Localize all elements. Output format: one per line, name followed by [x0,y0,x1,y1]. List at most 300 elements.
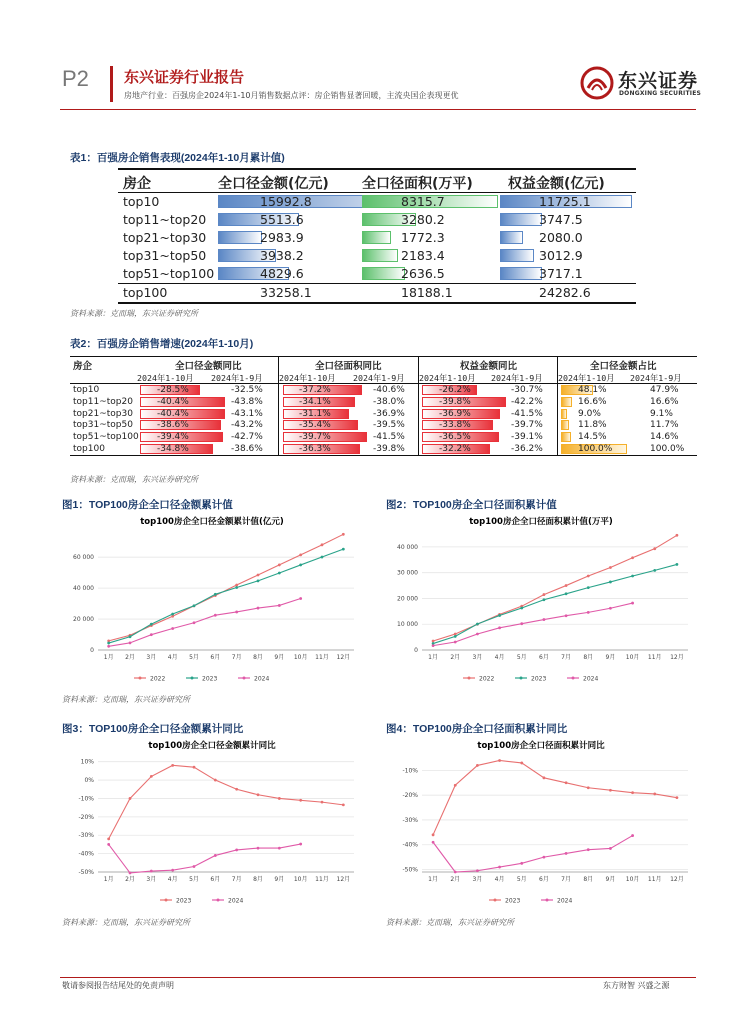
x-tick-label: 11月 [647,654,662,661]
chart-title: top100房企全口径面积累计值(万平) [469,517,613,527]
table2-bar [561,420,569,430]
x-tick-label: 9月 [274,876,285,883]
y-tick-label: -20% [402,792,418,800]
data-point [150,633,153,636]
x-tick-label: 8月 [253,654,263,661]
y-tick-label: 10 000 [397,621,418,629]
data-point [257,574,260,577]
x-tick-label: 1月 [428,876,438,883]
legend-marker [217,899,220,902]
chart-area-yoy [386,736,696,912]
chart-amount-cumulative [62,512,362,690]
table1-cell-area: 1772.3 [401,230,445,245]
x-tick-label: 4月 [167,876,178,883]
y-tick-label: 40 000 [73,585,94,593]
table1-row [118,211,636,229]
footer-rule [60,977,696,978]
data-point [543,856,546,859]
y-tick-label: -30% [402,816,418,824]
footer-disclaimer: 敬请参阅报告结尾处的免责声明 [62,981,174,990]
legend-marker [243,677,246,680]
table2-cell: -40.4% [157,396,189,407]
data-point [565,852,568,855]
data-point [432,841,435,844]
data-point [476,869,479,872]
page-number: P2 [62,66,89,91]
data-point [235,849,238,852]
logo-english: DONGXING SECURITIES [619,90,702,97]
table2-cell: -38.0% [373,396,405,407]
table2 [70,356,697,456]
data-point [498,759,501,762]
data-point [653,569,656,572]
table2-cell: -42.7% [231,432,263,443]
y-tick-label: 20 000 [73,616,94,624]
x-tick-label: 2月 [450,654,461,661]
table2-bar [561,409,567,419]
data-point [235,611,238,614]
data-point [278,564,281,567]
data-point [214,593,217,596]
data-point [631,791,634,794]
data-point [587,611,590,614]
table2-row-name: top10 [73,385,100,395]
data-point [171,627,174,630]
table1-bar-area [362,267,405,280]
chart-title: top100房企全口径金额累计同比 [148,741,276,751]
y-tick-label: 0% [84,777,94,785]
table2-sub-3: 2024年1-10月 [279,373,336,383]
data-point [299,843,302,846]
table2-cell: -39.4% [157,432,189,443]
x-tick-label: 6月 [210,654,221,661]
table2-row-name: top100 [73,443,105,454]
legend-marker [191,677,194,680]
table2-sub-1: 2024年1-10月 [137,373,194,383]
x-tick-label: 5月 [189,654,199,661]
data-point [321,556,324,559]
y-tick-label: 30 000 [397,569,418,577]
x-tick-label: 12月 [670,876,684,883]
table2-sub-2: 2024年1-9月 [211,373,263,383]
data-point [520,622,523,625]
data-point [342,533,345,536]
data-point [321,801,324,804]
table2-group-header [70,356,697,371]
y-tick-label: 60 000 [73,554,94,562]
data-point [257,847,260,850]
data-point [193,621,196,624]
table2-caption: 表2：百强房企销售增速(2024年1-10月) [70,338,254,350]
table1-col-area: 全口径面积(万平) [362,176,473,192]
table1-row-name: top11~top20 [123,212,207,227]
table2-cell: -33.8% [439,420,471,431]
x-tick-label: 7月 [561,876,571,883]
x-tick-label: 11月 [315,654,329,661]
x-tick-label: 6月 [210,876,221,883]
legend-label: 2024 [557,897,573,905]
x-tick-label: 9月 [274,654,285,661]
legend-label: 2024 [254,675,270,683]
table2-cell: 11.8% [578,420,607,431]
data-point [543,598,546,601]
data-point [631,602,634,605]
table2-source: 资料来源：克而瑞，东兴证券研究所 [70,475,198,484]
x-tick-label: 3月 [146,876,157,883]
header-divider [110,66,113,102]
table1-bar-equity [500,231,523,244]
data-point [107,838,110,841]
series-line-2023 [433,564,677,643]
data-point [432,640,435,643]
data-point [342,548,345,551]
y-tick-label: 0 [414,647,418,654]
table1-total-area: 18188.1 [401,285,453,300]
data-point [299,553,302,556]
data-point [454,641,457,644]
table2-cell: -34.1% [299,396,331,407]
table1-row [118,193,636,211]
table2-row [70,443,697,456]
table2-row-name: top51~top100 [73,432,139,443]
table1-bar-amount [218,231,262,244]
data-point [214,614,217,617]
x-tick-label: 4月 [494,654,505,661]
data-point [543,776,546,779]
data-point [193,865,196,868]
data-point [543,618,546,621]
data-point [631,834,634,837]
x-tick-label: 10月 [293,876,308,883]
figure2-caption: 图2：TOP100房企全口径面积累计值 [386,499,557,511]
table1-cell-amount: 5513.6 [260,212,304,227]
table2-cell: -39.8% [373,443,405,454]
table2-cell: -40.6% [373,385,405,395]
x-tick-label: 8月 [583,654,594,661]
data-point [565,781,568,784]
footer-slogan: 东方财智 兴盛之源 [603,981,670,990]
table2-row [70,384,697,396]
table2-cell: 16.6% [578,396,607,407]
table2-cell: -35.4% [299,420,331,431]
table1-cell-area: 8315.7 [401,194,445,209]
data-point [299,597,302,600]
data-point [257,793,260,796]
table2-cell: 100.0% [650,443,685,454]
table1-bar-area [362,249,398,262]
figure1-caption: 图1：TOP100房企全口径金额累计值 [62,499,233,511]
table2-col-company: 房企 [73,361,93,372]
data-point [432,833,435,836]
data-point [150,623,153,626]
data-point [653,547,656,550]
data-point [631,556,634,559]
figure4-source: 资料来源：克而瑞，东兴证券研究所 [386,918,514,927]
x-tick-label: 2月 [125,654,135,661]
data-point [193,604,196,607]
x-tick-label: 3月 [472,654,483,661]
table2-col-share: 全口径金额占比 [590,361,657,372]
data-point [278,572,281,575]
data-point [214,779,217,782]
data-point [520,762,523,765]
data-point [587,786,590,789]
table2-cell: 11.7% [650,420,679,431]
table2-col-amount-yoy: 全口径金额同比 [175,361,242,372]
table2-col-equity-yoy: 权益金额同比 [460,361,518,372]
data-point [476,633,479,636]
x-tick-label: 7月 [231,876,242,883]
table2-cell: -41.5% [511,408,543,419]
table2-sub-4: 2024年1-9月 [353,373,405,383]
y-tick-label: 0 [90,647,94,654]
table1-total-row [118,283,636,304]
data-point [454,871,457,874]
x-tick-label: 5月 [516,654,527,661]
table1-cell-amount: 2983.9 [260,230,304,245]
table2-cell: 48.1% [578,385,607,395]
table1-source: 资料来源：克而瑞，东兴证券研究所 [70,309,198,318]
table2-sub-5: 2024年1-10月 [419,373,476,383]
table1-row-name: top31~top50 [123,248,207,263]
table2-cell: -38.6% [231,443,263,454]
table1-bar-equity [500,213,542,226]
table2-cell: -30.7% [511,385,543,395]
data-point [498,614,501,617]
data-point [498,866,501,869]
data-point [129,797,132,800]
legend-marker [546,899,549,902]
table2-cell: -41.5% [373,432,405,443]
table2-cell: -28.5% [157,385,189,395]
data-point [520,607,523,610]
logo-mark-icon [580,66,614,100]
series-line-2024 [109,844,301,873]
legend-label: 2022 [150,675,166,683]
x-tick-label: 5月 [516,876,527,883]
legend-label: 2023 [202,675,218,683]
data-point [476,623,479,626]
data-point [476,764,479,767]
table2-cell: 14.5% [578,432,607,443]
x-tick-label: 4月 [494,876,505,883]
table2-cell: -39.7% [511,420,543,431]
chart-area-cumulative [386,512,696,690]
data-point [609,607,612,610]
table1-col-company: 房企 [123,176,151,192]
data-point [257,579,260,582]
table1-row [118,247,636,265]
data-point [150,870,153,873]
table2-row [70,419,697,431]
data-point [278,797,281,800]
x-tick-label: 10月 [293,654,308,661]
y-tick-label: -40% [402,841,418,849]
legend-label: 2024 [583,675,599,683]
data-point [676,796,679,799]
chart-title: top100房企全口径金额累计值(亿元) [140,517,284,527]
table1-cell-amount: 4829.6 [260,266,304,281]
report-subtitle: 房地产行业：百强房企2024年1-10月销售数据点评：房企销售显著回暖，主流央国企表现更优 [124,91,459,100]
table1-cell-amount: 15992.8 [260,194,312,209]
data-point [107,645,110,648]
data-point [235,788,238,791]
table2-cell: 9.1% [650,408,673,419]
table2-cell: -39.7% [299,432,331,443]
data-point [587,575,590,578]
table2-sub-header [70,371,697,384]
data-point [587,848,590,851]
x-tick-label: 2月 [125,876,135,883]
y-tick-label: -50% [78,869,94,876]
table2-bar [561,432,571,442]
data-point [171,869,174,872]
table2-row [70,408,697,420]
table1-cell-amount: 3938.2 [260,248,304,263]
x-tick-label: 3月 [146,654,157,661]
table1-caption: 表1：百强房企销售表现(2024年1-10月累计值) [70,152,285,164]
legend-marker [572,677,575,680]
series-line-2022 [109,534,344,641]
figure3-caption: 图3：TOP100房企全口径金额累计同比 [62,723,244,735]
table2-sub-7: 2024年1-10月 [558,373,615,383]
data-point [235,584,238,587]
table1-cell-equity: 3012.9 [539,248,583,263]
x-tick-label: 11月 [315,876,329,883]
table2-sub-6: 2024年1-9月 [491,373,543,383]
legend-label: 2023 [531,675,547,683]
legend-marker [165,899,168,902]
x-tick-label: 10月 [625,876,640,883]
data-point [150,775,153,778]
x-tick-label: 5月 [189,876,199,883]
table2-cell: 100.0% [578,443,613,454]
x-tick-label: 10月 [625,654,640,661]
data-point [129,635,132,638]
table2-cell: -39.1% [511,432,543,443]
data-point [432,644,435,647]
x-tick-label: 1月 [103,654,114,661]
series-line-2024 [433,836,632,872]
data-point [454,784,457,787]
table2-cell: -39.5% [373,420,405,431]
table1-bar-area [362,231,391,244]
logo-text: 东兴证券 [618,70,699,92]
chart-title: top100房企全口径面积累计同比 [477,741,605,751]
x-tick-label: 3月 [472,876,483,883]
legend-label: 2023 [505,897,521,905]
table2-cell: -43.1% [231,408,263,419]
data-point [565,614,568,617]
y-tick-label: -40% [78,850,94,858]
data-point [299,799,302,802]
data-point [257,607,260,610]
data-point [321,543,324,546]
data-point [609,581,612,584]
table2-cell: -36.2% [511,443,543,454]
data-point [609,566,612,569]
data-point [129,872,132,875]
data-point [587,586,590,589]
table2-cell: -40.4% [157,408,189,419]
table1-cell-area: 2183.4 [401,248,445,263]
table1-cell-area: 2636.5 [401,266,445,281]
table1-total-name: top100 [123,285,168,300]
data-point [171,613,174,616]
y-tick-label: 40 000 [397,543,418,551]
table1-header [118,168,636,193]
y-tick-label: -10% [402,767,418,775]
table1-row-name: top51~top100 [123,266,215,281]
legend-label: 2022 [479,675,495,683]
x-tick-label: 9月 [605,654,616,661]
legend-marker [468,677,471,680]
legend-marker [494,899,497,902]
data-point [278,847,281,850]
data-point [299,564,302,567]
x-tick-label: 12月 [336,876,351,883]
table2-cell: -31.1% [299,408,331,419]
table2-row-name: top11~top20 [73,396,133,407]
table2-cell: -37.2% [299,385,331,395]
table2-cell: -26.2% [439,385,471,395]
table1-row-name: top21~top30 [123,230,207,245]
x-tick-label: 9月 [605,876,616,883]
x-tick-label: 11月 [647,876,662,883]
data-point [342,803,345,806]
table2-cell: -43.2% [231,420,263,431]
company-logo [580,66,702,102]
table1-cell-area: 3280.2 [401,212,445,227]
table2-cell: -43.8% [231,396,263,407]
y-tick-label: -30% [78,832,94,840]
table1-cell-equity: 2080.0 [539,230,583,245]
table2-cell: -32.5% [231,385,263,395]
table2-cell: 9.0% [578,408,601,419]
series-line-2022 [433,535,677,641]
x-tick-label: 8月 [253,876,263,883]
report-title: 东兴证券行业报告 [124,68,245,86]
table2-bar [561,397,572,407]
x-tick-label: 2月 [450,876,461,883]
table2-cell: 14.6% [650,432,679,443]
series-line-2023 [109,765,344,839]
table1-cell-equity: 3717.1 [539,266,583,281]
table2-col-area-yoy: 全口径面积同比 [315,361,382,372]
figure4-caption: 图4：TOP100房企全口径面积累计同比 [386,723,568,735]
data-point [631,575,634,578]
y-tick-label: 10% [80,758,94,766]
legend-marker [139,677,142,680]
table2-row-name: top31~top50 [73,420,133,431]
x-tick-label: 7月 [561,654,571,661]
table1 [118,168,636,304]
series-line-2024 [109,598,301,646]
x-tick-label: 4月 [167,654,178,661]
figure3-source: 资料来源：克而瑞，东兴证券研究所 [62,918,190,927]
data-point [565,584,568,587]
x-tick-label: 7月 [231,654,242,661]
table1-cell-equity: 11725.1 [539,194,591,209]
data-point [107,843,110,846]
table2-cell: -42.2% [511,396,543,407]
data-point [565,592,568,595]
table2-sub-8: 2024年1-9月 [630,373,682,383]
data-point [129,641,132,644]
table2-cell: -39.8% [439,396,471,407]
table2-cell: 16.6% [650,396,679,407]
figure1-source: 资料来源：克而瑞，东兴证券研究所 [62,695,190,704]
